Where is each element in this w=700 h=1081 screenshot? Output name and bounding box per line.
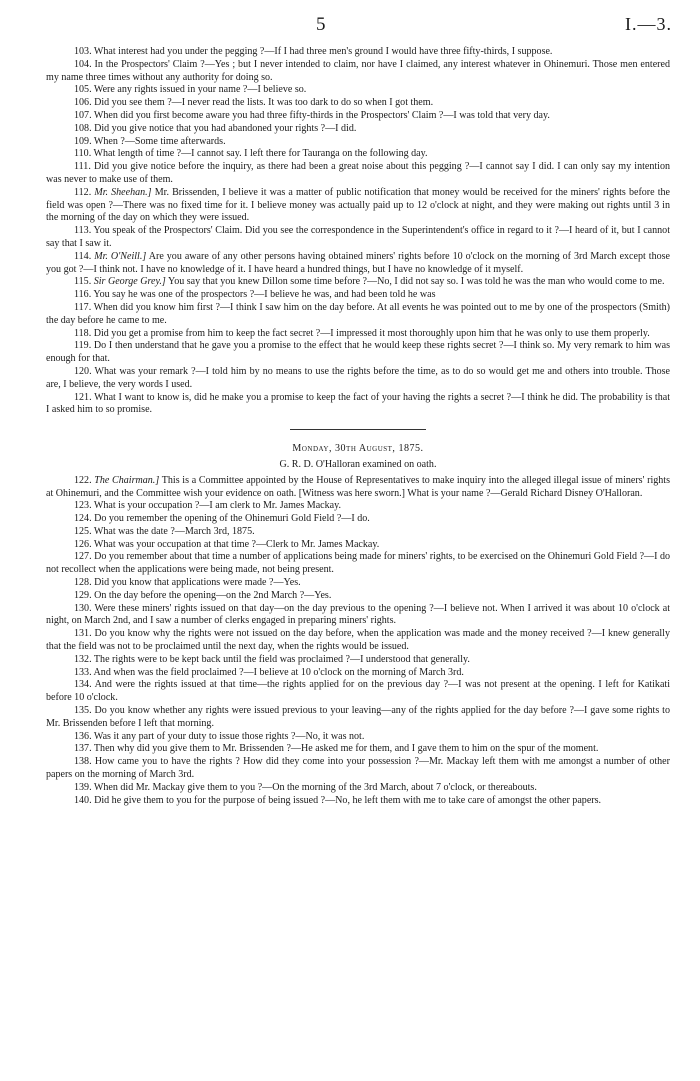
testimony-paragraph <box>46 136 670 149</box>
paragraph-text: 111. Did you give notice before the inquiry, as there had been a great noise about this pegging ?—I cannot say I did. I can only say my intention was never to make use of them. <box>46 161 670 185</box>
paragraph-text: Are you aware of any other persons having obtained miners' rights before 10 o'clock on the morning of 3rd March except those you got ?—I think not. I have no knowledge of it. I have heard a hundred things, but I have no knowledge of it myself. <box>46 250 670 275</box>
paragraph-text: 135. Do you know whether any rights were issued previous to your leaving—any of the rights applied for the day before ?—I gave some rights to Mr. Brissenden before I left that morning. <box>46 705 670 729</box>
paragraph-text: 113. You speak of the Prospectors' Claim. Did you see the correspondence in the Superintendent's office in regard to it ?—I heard of it, but I cannot say that I saw it. <box>46 225 670 249</box>
paragraph-text: 128. Did you know that applications were made ?—Yes. <box>74 577 301 589</box>
testimony-paragraph <box>46 289 670 302</box>
testimony-paragraph <box>46 654 670 667</box>
testimony-paragraph <box>46 251 670 277</box>
testimony-paragraph <box>46 795 670 808</box>
paragraph-text: 134. And were the rights issued at that time—the rights applied for on the previous day ?—I was not present at the opening. I left for Katikati before 10 o'clock. <box>46 679 670 704</box>
testimony-paragraph <box>46 628 670 654</box>
testimony-part-1 <box>46 46 670 417</box>
paragraph-text: 132. The rights were to be kept back until the field was proclaimed ?—I understood that generally. <box>74 653 470 665</box>
testimony-paragraph <box>46 366 670 392</box>
paragraph-text: 126. What was your occupation at that time ?—Clerk to Mr. James Mackay. <box>74 538 380 550</box>
paragraph-text: 139. When did Mr. Mackay give them to you ?—On the morning of the 3rd March, about 7 o'clock, or thereabouts. <box>74 781 537 793</box>
paragraph-text: 129. On the day before the opening—on the 2nd March ?—Yes. <box>74 589 332 601</box>
page-number: 5 <box>316 14 326 35</box>
paragraph-text: 118. Did you get a promise from him to keep the fact secret ?—I impressed it most thoroughly upon him that he was only to use them properly. <box>74 327 650 339</box>
paragraph-text: 131. Do you know why the rights were not issued on the day before, when the application was made and the money received ?—I knew generally that the field was not to be proclaimed until the next day, when the rights would be issued. <box>46 628 670 653</box>
paragraph-text: 138. How came you to have the rights ? How did they come into your possession ?—Mr. Mackay left them with me amongst a number of other papers on the morning of March 3rd. <box>46 756 670 781</box>
paragraph-text: 107. When did you first become aware you had three fifty-thirds in the Prospectors' Claim ?—I was told that very day. <box>74 109 550 121</box>
paragraph-text: You say that you knew Dillon some time before ?—No, I did not say so. I was told he was the man who would come to me. <box>167 276 665 288</box>
paragraph-text: Mr. Brissenden, I believe it was a matter of public notification that money would be received for the miners' rights before the field was open ?—There was no fixed time for it. I believe money was actually paid up to 12 o'clock at night, and they were making out rights until 3 in the morning of the day on which they were issued. <box>46 186 671 224</box>
question-number: 115. <box>74 276 92 288</box>
testimony-paragraph <box>46 475 670 501</box>
testimony-paragraph <box>46 705 670 731</box>
question-number: 122. <box>74 474 92 486</box>
testimony-paragraph <box>46 603 670 629</box>
paragraph-text: 119. Do I then understand that he gave you a promise to the effect that he would keep these rights secret ?—I think so. My very remark to him was enough for that. <box>46 340 670 365</box>
testimony-paragraph <box>46 513 670 526</box>
paragraph-text: 127. Do you remember about that time a number of applications being made for miners' rights, to be exercised on the Ohinemuri Gold Field ?—I do not recollect when the applications were being made, not being present. <box>46 551 670 576</box>
document-reference: I.—3. <box>625 14 672 34</box>
testimony-paragraph <box>46 328 670 341</box>
testimony-paragraph <box>46 225 670 251</box>
paragraph-text: 123. What is your occupation ?—I am clerk to Mr. James Mackay. <box>74 500 342 512</box>
question-number: 114. <box>74 250 92 262</box>
paragraph-text: 110. What length of time ?—I cannot say. I left there for Tauranga on the following day. <box>74 148 428 160</box>
page-header <box>0 14 700 44</box>
witness-heading: G. R. D. O'Halloran examined on oath. <box>279 458 437 470</box>
testimony-paragraph <box>46 756 670 782</box>
testimony-paragraph <box>46 551 670 577</box>
testimony-paragraph <box>46 340 670 366</box>
speaker-name: Mr. O'Neill.] <box>94 250 147 262</box>
testimony-paragraph <box>46 526 670 539</box>
paragraph-text: 125. What was the date ?—March 3rd, 1875. <box>74 525 255 537</box>
paragraph-text: This is a Committee appointed by the House of Representatives to make inquiry into the alleged illegal issue of miners' rights at Ohinemuri, and the Committee wish your evidence on oath. [Witness was here sworn.] What is your name ?—Gerald Richard Disney O'Halloran. <box>46 474 670 499</box>
paragraph-text: 103. What interest had you under the pegging ?—If I had three men's ground I would have three fifty-thirds, I suppose. <box>74 46 553 57</box>
testimony-paragraph <box>46 743 670 756</box>
paragraph-text: 136. Was it any part of your duty to issue those rights ?—No, it was not. <box>74 730 365 742</box>
paragraph-text: 105. Were any rights issued in your name ?—I believe so. <box>74 84 307 96</box>
testimony-paragraph <box>46 110 670 123</box>
paragraph-text: 121. What I want to know is, did he make you a promise to keep the fact of your having the rights a secret ?—I think he did. The probability is that I asked him to so promise. <box>46 391 670 416</box>
testimony-paragraph <box>46 59 670 85</box>
testimony-paragraph <box>46 539 670 552</box>
testimony-paragraph <box>46 123 670 136</box>
testimony-paragraph <box>46 679 670 705</box>
paragraph-text: 109. When ?—Some time afterwards. <box>74 135 226 147</box>
paragraph-text: 130. Were these miners' rights issued on that day—on the day previous to the opening ?—I believe not. When I arrived it was about 10 o'clock at night, on March 2nd, and I saw a number of clerks engaged in preparing miners' rights. <box>46 602 670 627</box>
section-heading: Monday, 30th August, 1875. <box>292 443 424 455</box>
testimony-paragraph <box>46 731 670 744</box>
paragraph-text: 133. And when was the field proclaimed ?—I believe at 10 o'clock on the morning of March 3rd. <box>74 666 464 678</box>
paragraph-text: 137. Then why did you give them to Mr. Brissenden ?—He asked me for them, and I gave them to him on the spur of the moment. <box>74 743 599 755</box>
speaker-name: Mr. Sheehan.] <box>94 186 152 198</box>
testimony-paragraph <box>46 84 670 97</box>
testimony-paragraph <box>46 161 670 187</box>
testimony-paragraph <box>46 97 670 110</box>
testimony-paragraph <box>46 392 670 418</box>
paragraph-text: 117. When did you know him first ?—I think I saw him on the day before. At all events he was pointed out to me by one of the prospectors (Smith) the day before he came to me. <box>46 301 670 326</box>
paragraph-text: 104. In the Prospectors' Claim ?—Yes ; but I never intended to claim, nor have I claimed, any interest whatever in Ohinemuri. Those men entered my name three times without any authority for doing so. <box>46 58 670 83</box>
testimony-paragraph <box>46 500 670 513</box>
testimony-paragraph <box>46 46 670 59</box>
paragraph-text: 116. You say he was one of the prospectors ?—I believe he was, and had been told he was <box>74 289 436 301</box>
paragraph-text: 106. Did you see them ?—I never read the lists. It was too dark to do so when I got them. <box>74 97 434 109</box>
testimony-paragraph <box>46 667 670 680</box>
speaker-name: The Chairman.] <box>94 474 160 486</box>
testimony-paragraph <box>46 276 670 289</box>
question-number: 112. <box>74 186 92 198</box>
testimony-paragraph <box>46 590 670 603</box>
section-divider <box>290 429 426 430</box>
testimony-part-2 <box>46 475 670 808</box>
testimony-paragraph <box>46 782 670 795</box>
page-body <box>46 46 670 807</box>
paragraph-text: 120. What was your remark ?—I told him by no means to use the rights before the time, as to do so would get me and others into trouble. Those are, I believe, the very words I used. <box>46 365 670 390</box>
testimony-paragraph <box>46 302 670 328</box>
speaker-name: Sir George Grey.] <box>93 276 166 288</box>
paragraph-text: 108. Did you give notice that you had abandoned your rights ?—I did. <box>74 122 357 134</box>
testimony-paragraph <box>46 577 670 590</box>
testimony-paragraph <box>46 187 670 225</box>
paragraph-text: 140. Did he give them to you for the purpose of being issued ?—No, he left them with me to take care of amongst the other papers. <box>74 794 602 806</box>
paragraph-text: 124. Do you remember the opening of the Ohinemuri Gold Field ?—I do. <box>74 513 370 525</box>
testimony-paragraph <box>46 148 670 161</box>
